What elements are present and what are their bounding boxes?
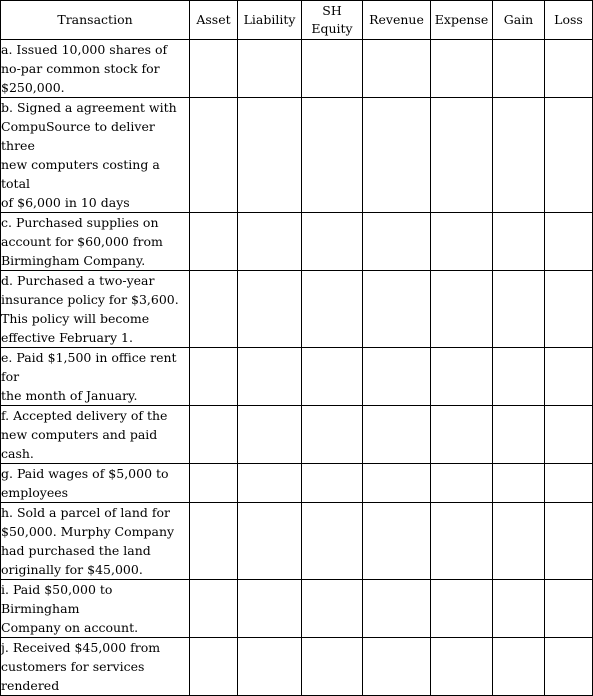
loss-cell[interactable] (545, 98, 593, 213)
asset-cell[interactable] (190, 40, 238, 98)
table-row (1, 406, 593, 464)
liability-cell[interactable] (238, 464, 302, 503)
sh-equity-cell[interactable] (302, 271, 363, 348)
sh-equity-cell[interactable] (302, 464, 363, 503)
asset-cell[interactable] (190, 503, 238, 580)
asset-cell[interactable] (190, 271, 238, 348)
transaction-cell: e. Paid $1,500 in office rent for the month of January. (1, 348, 190, 406)
asset-cell[interactable] (190, 638, 238, 696)
sh-equity-cell[interactable] (302, 348, 363, 406)
gain-cell[interactable] (493, 213, 545, 271)
table-row (1, 40, 593, 98)
loss-cell[interactable] (545, 348, 593, 406)
asset-cell[interactable] (190, 580, 238, 638)
header-liability: Liability (238, 1, 302, 40)
sh-equity-cell[interactable] (302, 40, 363, 98)
liability-cell[interactable] (238, 271, 302, 348)
transaction-cell: b. Signed a agreement with CompuSource to deliver three new computers costing a total of $6,000 in 10 days (1, 98, 190, 213)
revenue-cell[interactable] (363, 271, 431, 348)
loss-cell[interactable] (545, 464, 593, 503)
loss-cell[interactable] (545, 638, 593, 696)
header-transaction: Transaction (1, 1, 190, 40)
liability-cell[interactable] (238, 580, 302, 638)
header-gain: Gain (493, 1, 545, 40)
table-row (1, 638, 593, 696)
sh-equity-cell[interactable] (302, 638, 363, 696)
gain-cell[interactable] (493, 40, 545, 98)
transaction-cell: h. Sold a parcel of land for $50,000. Murphy Company had purchased the land originally for $45,000. (1, 503, 190, 580)
header-revenue: Revenue (363, 1, 431, 40)
transaction-cell: i. Paid $50,000 to Birmingham Company on account. (1, 580, 190, 638)
table-row (1, 271, 593, 348)
sh-equity-cell[interactable] (302, 406, 363, 464)
table-row (1, 213, 593, 271)
revenue-cell[interactable] (363, 98, 431, 213)
liability-cell[interactable] (238, 40, 302, 98)
gain-cell[interactable] (493, 406, 545, 464)
revenue-cell[interactable] (363, 464, 431, 503)
gain-cell[interactable] (493, 580, 545, 638)
transaction-cell: g. Paid wages of $5,000 to employees (1, 464, 190, 503)
asset-cell[interactable] (190, 213, 238, 271)
expense-cell[interactable] (431, 580, 493, 638)
transaction-cell: j. Received $45,000 from customers for services rendered (1, 638, 190, 696)
loss-cell[interactable] (545, 213, 593, 271)
table-row (1, 464, 593, 503)
gain-cell[interactable] (493, 503, 545, 580)
transaction-cell: f. Accepted delivery of the new computers and paid cash. (1, 406, 190, 464)
table-row (1, 503, 593, 580)
transaction-cell: d. Purchased a two-year insurance policy for $3,600. This policy will become effective February 1. (1, 271, 190, 348)
expense-cell[interactable] (431, 348, 493, 406)
header-sh-equity-line2: Equity (311, 21, 353, 36)
expense-cell[interactable] (431, 213, 493, 271)
liability-cell[interactable] (238, 503, 302, 580)
table-row (1, 348, 593, 406)
table-row (1, 98, 593, 213)
gain-cell[interactable] (493, 271, 545, 348)
liability-cell[interactable] (238, 406, 302, 464)
liability-cell[interactable] (238, 348, 302, 406)
gain-cell[interactable] (493, 464, 545, 503)
revenue-cell[interactable] (363, 406, 431, 464)
header-asset: Asset (190, 1, 238, 40)
transaction-cell: c. Purchased supplies on account for $60,000 from Birmingham Company. (1, 213, 190, 271)
revenue-cell[interactable] (363, 503, 431, 580)
expense-cell[interactable] (431, 464, 493, 503)
revenue-cell[interactable] (363, 348, 431, 406)
sh-equity-cell[interactable] (302, 98, 363, 213)
transaction-cell: a. Issued 10,000 shares of no-par common stock for $250,000. (1, 40, 190, 98)
asset-cell[interactable] (190, 464, 238, 503)
expense-cell[interactable] (431, 98, 493, 213)
header-sh-equity-line1: SH (322, 3, 342, 18)
header-loss: Loss (545, 1, 593, 40)
liability-cell[interactable] (238, 638, 302, 696)
table-row (1, 580, 593, 638)
expense-cell[interactable] (431, 638, 493, 696)
revenue-cell[interactable] (363, 638, 431, 696)
revenue-cell[interactable] (363, 213, 431, 271)
expense-cell[interactable] (431, 503, 493, 580)
liability-cell[interactable] (238, 213, 302, 271)
gain-cell[interactable] (493, 638, 545, 696)
loss-cell[interactable] (545, 503, 593, 580)
loss-cell[interactable] (545, 406, 593, 464)
loss-cell[interactable] (545, 40, 593, 98)
expense-cell[interactable] (431, 406, 493, 464)
gain-cell[interactable] (493, 98, 545, 213)
expense-cell[interactable] (431, 40, 493, 98)
header-sh-equity (302, 1, 363, 40)
asset-cell[interactable] (190, 348, 238, 406)
revenue-cell[interactable] (363, 40, 431, 98)
loss-cell[interactable] (545, 580, 593, 638)
header-row (1, 1, 593, 40)
header-expense: Expense (431, 1, 493, 40)
asset-cell[interactable] (190, 406, 238, 464)
revenue-cell[interactable] (363, 580, 431, 638)
liability-cell[interactable] (238, 98, 302, 213)
asset-cell[interactable] (190, 98, 238, 213)
loss-cell[interactable] (545, 271, 593, 348)
sh-equity-cell[interactable] (302, 213, 363, 271)
sh-equity-cell[interactable] (302, 503, 363, 580)
sh-equity-cell[interactable] (302, 580, 363, 638)
expense-cell[interactable] (431, 271, 493, 348)
gain-cell[interactable] (493, 348, 545, 406)
